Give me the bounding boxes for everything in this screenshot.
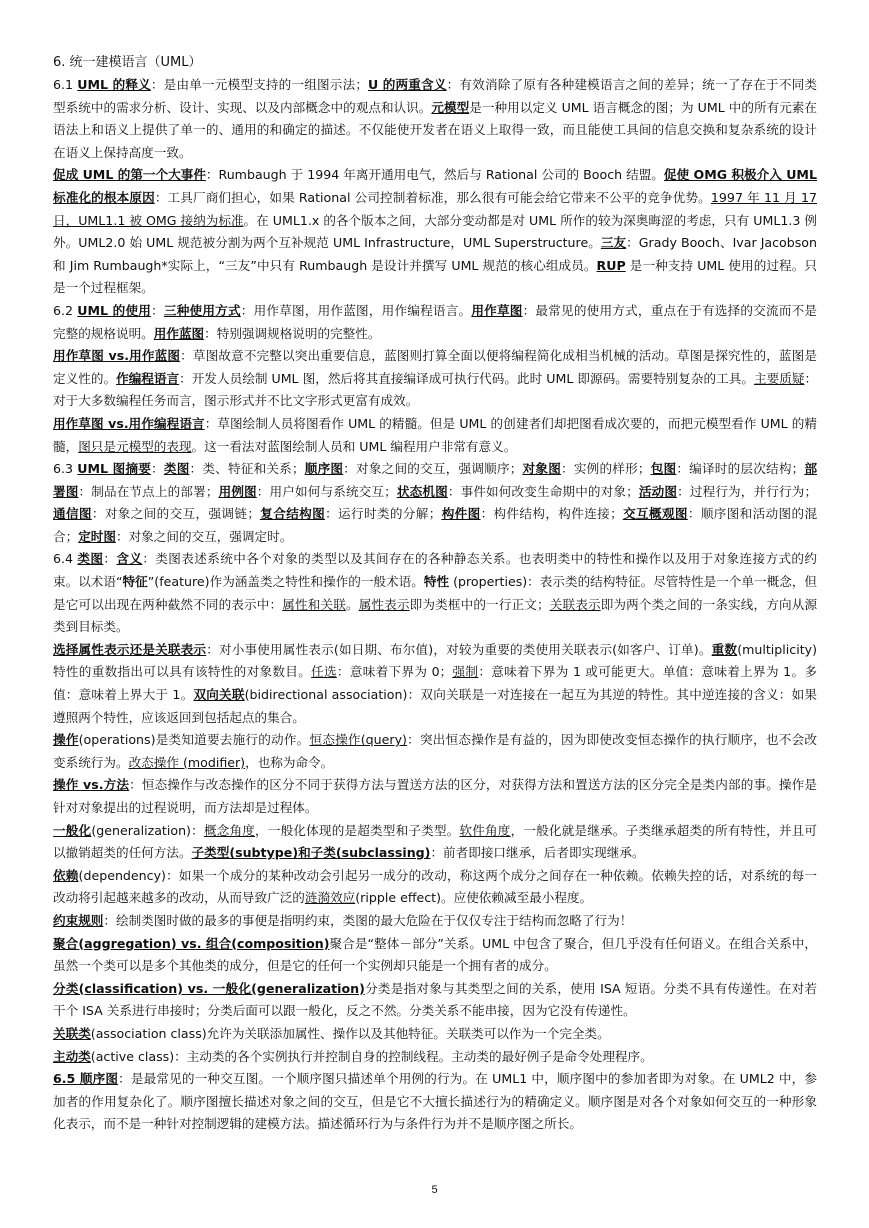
emphasized-term: 恒态操作(query) [309, 732, 407, 748]
emphasized-term: 一般化 [53, 822, 92, 838]
emphasized-term: 特征 [122, 574, 148, 590]
text-run: ：事件如何改变生命期中的对象； [447, 483, 639, 499]
text-run: ”(feature)作为涵盖类之特性和操作的一般术语。 [147, 574, 424, 590]
emphasized-term: UML 的释义 [77, 77, 151, 92]
text-run: ：对小事使用属性表示(如日期、布尔值)，对较为重要的类使用关联表示(如客户、订单)。 [206, 641, 712, 657]
emphasized-term: 约束规则 [53, 912, 104, 928]
emphasized-term: 三种使用方式 [163, 302, 241, 318]
paragraph [53, 413, 817, 458]
emphasized-term: 包图 [650, 461, 677, 477]
emphasized-term: 活动图 [638, 483, 678, 499]
text-run: ：是最常见的一种交互图。一个顺序图只描述单个用例的行为。在 UML1 中，顺序图中的参加者即为对象。在 UML2 中，参加者的作用复杂化了。顺序图擅长描述对象之间的交互，但是它不大擅长描述行为的精确定义。顺序图是对各个对象如何交互的一种形象化表示，而不是一种针对控制逻辑的建模方法。描述循环行为与条件行为并不是顺序图之所长。 [53, 1071, 817, 1132]
emphasized-term: 定时图 [78, 528, 116, 544]
emphasized-term: 主动类 [53, 1048, 91, 1064]
emphasized-term: 分类(classification) vs. 一般化(generalization) [53, 980, 365, 996]
text-run: ：工具厂商们担心，如果 Rational 公司控制着标准，那么很有可能会给它带来不公平的竞争优势。 [154, 189, 711, 205]
text-run: ：运行时类的分解； [325, 506, 442, 522]
text-run: ：特别强调规格说明的完整性。 [204, 325, 381, 341]
emphasized-term: UML 的使用 [77, 302, 152, 318]
emphasized-term: 双向关联 [193, 687, 245, 703]
emphasized-term: 操作 vs.方法 [53, 777, 130, 793]
text-run: 。这一看法对蓝图绘制人员和 UML 编程用户非常有意义。 [191, 438, 517, 454]
emphasized-term: 6.5 顺序图 [53, 1071, 119, 1087]
text-run: ：Rumbaugh 于 1994 年离开通用电气，然后与 Rational 公司的 Booch 结盟。 [205, 167, 664, 183]
emphasized-term: 任选 [311, 664, 337, 680]
paragraph [53, 774, 817, 819]
paragraph [53, 548, 817, 638]
text-run: (bidirectional association)：双向关联是一对连接在一起互为其逆的特性。其中逆连接的含义：如果遵照两个特性，应该返回到包括起点的集合。 [53, 687, 817, 725]
paragraph [53, 910, 817, 933]
paragraph [53, 639, 817, 729]
emphasized-term: 属性和关联 [282, 596, 346, 612]
paragraph [53, 865, 817, 910]
text-run: (active class)：主动类的各个实例执行并控制自身的控制线程。主动类的最好例子是命令处理程序。 [90, 1048, 653, 1064]
text-run: ：对于大多数编程任务而言，图示形式并不比文字形式更富有成效。 [53, 370, 818, 409]
paragraph [53, 1046, 817, 1069]
text-run: (operations)是类知道要去施行的动作。 [78, 732, 310, 748]
paragraph [53, 458, 817, 548]
text-run: (association class)允许为关联添加属性、操作以及其他特征。关联类可以作为一个完全类。 [90, 1025, 610, 1041]
text-run: ：草图绘制人员将图看作 UML 的精髓。但是 UML 的创建者们却把图看成次要的，而把元模型看作 UML 的精髓， [53, 415, 818, 454]
emphasized-term: 状态机图 [396, 483, 448, 499]
text-run: ：编译时的层次结构； [676, 461, 805, 477]
text-run: ： [103, 551, 117, 567]
paragraph [53, 345, 817, 413]
text-run: ：制品在节点上的部署； [78, 483, 219, 499]
emphasized-term: 软件角度 [459, 822, 511, 838]
text-run: ，一般化就是继承。子类继承超类的所有特性，并且可以撤销超类的任何方法。 [53, 822, 818, 861]
text-run: 6.2 [53, 302, 78, 318]
emphasized-term: 重数 [711, 641, 738, 657]
document-page [53, 52, 817, 1136]
text-run: 即为两个类之间的一条实线，方向从源类到目标类。 [53, 596, 818, 635]
emphasized-term: 类图 [77, 551, 104, 567]
text-run: (multiplicity)特性的重数指出可以具有该特性的对象数目。 [53, 641, 818, 680]
paragraph [53, 74, 817, 164]
emphasized-term: 关联表示 [549, 596, 601, 612]
text-run: ：对象之间的交互，强调顺序； [343, 461, 523, 477]
emphasized-term: 促成 UML 的第一个大事件 [53, 167, 206, 183]
emphasized-term: 部署图 [53, 461, 818, 499]
text-run: ：类图表述系统中各个对象的类型以及其间存在的各种静态关系。也表明类中的特性和操作以及用于对象连接方式的约束。以术语“ [53, 551, 818, 590]
text-run: ：Grady Booch、Ivar Jacobson 和 Jim Rumbaugh*实际上，“三友”中只有 Rumbaugh 是设计并撰写 UML 规范的核心组成员。 [53, 235, 817, 273]
text-run: ：对象之间的交互，强调链； [91, 506, 260, 522]
text-run: (properties)：表示类的结构特征。尽管特性是一个单一概念，但是它可以出现在两种截然不同的表示中： [53, 574, 818, 612]
emphasized-term: 元模型 [431, 99, 470, 115]
text-run: 是一种支持 UML 使用的过程。只是一个过程框架。 [53, 257, 817, 296]
paragraph [53, 300, 817, 345]
emphasized-term: RUP [596, 257, 626, 273]
text-run: 6.3 [53, 461, 78, 477]
emphasized-term: 聚合(aggregation) vs. 组合(composition) [53, 935, 330, 951]
text-run: ：对象之间的交互，强调定时。 [115, 528, 293, 544]
emphasized-term: 特性 [423, 574, 450, 590]
text-run: ：有效消除了原有各种建模语言之间的差异；统一了存在于不同类型系统中的需求分析、设计、实现、以及内部概念中的观点和认识。 [53, 77, 817, 115]
emphasized-term: 涟漪效应 [304, 890, 356, 906]
text-run: ：前者即接口继承，后者即实现继承。 [430, 845, 645, 861]
emphasized-term: 子类型(subtype)和子类(subclassing) [191, 845, 431, 861]
text-run: ：构件结构，构件连接； [480, 506, 623, 522]
emphasized-term: 主要质疑 [753, 370, 805, 386]
text-run: ：是由单一元模型支持的一组图示法； [150, 77, 368, 92]
emphasized-term: 构件图 [441, 506, 481, 522]
text-run: ：实例的样形； [561, 461, 651, 477]
text-run: 聚合是“整体－部分”关系。UML 中包含了聚合，但几乎没有任何语义。在组合关系中，虽然一个类可以是多个其他类的成分，但是它的任何一个实例却只能是一个拥有者的成分。 [53, 935, 817, 974]
emphasized-term: 复合结构图 [259, 506, 326, 522]
emphasized-term: 促使 OMG 积极介入 UML 标准化的根本原因 [53, 167, 817, 205]
text-run: ：恒态操作与改态操作的区分不同于获得方法与置送方法的区分，对获得方法和置送方法的区分完全是类内部的事。操作是针对对象提出的过程说明，而方法却是过程体。 [53, 777, 818, 815]
text-run: ：用作草图，用作蓝图，用作编程语言。 [240, 302, 472, 318]
emphasized-term: 图只是元模型的表现 [78, 438, 192, 454]
emphasized-term: 依赖 [53, 867, 79, 883]
document-body [53, 74, 817, 1136]
paragraph [53, 933, 817, 978]
text-run: ：突出恒态操作是有益的，因为即使改变恒态操作的执行顺序，也不会改变系统行为。 [53, 732, 818, 770]
paragraph [53, 164, 817, 300]
text-run: 分类是指对象与其类型之间的关系，使用 ISA 短语。分类不具有传递性。在对若干个 ISA 关系进行串接时；分类后面可以跟一般化，反之不然。分类关系不能串接，因为它没有传递性。 [53, 980, 817, 1019]
paragraph [53, 978, 817, 1023]
emphasized-term: 1997 年 11 月 17 日，UML1.1 被 OMG 接纳为标准 [53, 189, 817, 228]
text-run: 即为类框中的一行正文； [409, 596, 550, 612]
text-run: ，一般化体现的是超类型和子类型。 [255, 822, 460, 838]
text-run: ：草图故意不完整以突出重要信息，蓝图则打算全面以便将编程简化成相当机械的活动。草图是探究性的，蓝图是定义性的。 [53, 348, 818, 386]
emphasized-term: 选择属性表示还是关联表示 [53, 641, 207, 657]
emphasized-term: 改态操作 (modifier) [128, 754, 246, 770]
emphasized-term: 强制 [452, 664, 479, 680]
emphasized-term: 用例图 [218, 483, 257, 499]
emphasized-term: 三友 [600, 235, 627, 251]
emphasized-term: 顺序图 [304, 461, 344, 477]
emphasized-term: 交互概观图 [622, 506, 688, 522]
section-title: 6. 统一建模语言（UML） [53, 55, 202, 70]
text-run: ：最常见的使用方式，重点在于有选择的交流而不是完整的规格说明。 [53, 302, 818, 341]
emphasized-term: 作编程语言 [116, 370, 180, 386]
text-run: ：绘制类图时做的最多的事便是指明约束，类图的最大危险在于仅仅专注于结构而忽略了行为！ [103, 912, 633, 928]
text-run: ，也称为命令。 [245, 754, 334, 770]
emphasized-term: 属性表示 [358, 596, 410, 612]
paragraph [53, 820, 817, 865]
text-run: 6.1 [53, 77, 78, 92]
text-run: ：顺序图和活动图的混合； [53, 506, 818, 544]
page-number: 5 [431, 1184, 438, 1196]
text-run: (generalization)： [91, 822, 204, 838]
text-run: (ripple effect)。应使依赖减至最小程度。 [355, 890, 593, 906]
emphasized-term: 通信图 [53, 506, 92, 522]
text-run: ：意味着下界为 0； [336, 664, 453, 680]
text-run: ：用户如何与系统交互； [256, 483, 397, 499]
text-run: ： [151, 461, 164, 477]
text-run: ： [151, 302, 164, 318]
text-run: 。在 UML1.x 的各个版本之间，大部分变动都是对 UML 所作的较为深奥晦涩的考虑，只有 UML1.3 例外。UML2.0 始 UML 规范被分割为两个互补规范 UML Infrastructure，UML Superstructure。 [53, 212, 817, 251]
emphasized-term: U 的两重含义 [367, 77, 447, 92]
text-run: 。 [345, 596, 359, 612]
text-run: ：类、特征和关系； [189, 461, 305, 477]
emphasized-term: 用作草图 vs.用作蓝图 [53, 348, 181, 364]
paragraph [53, 729, 817, 774]
emphasized-term: UML 图摘要 [77, 461, 152, 477]
emphasized-term: 概念角度 [203, 822, 256, 838]
emphasized-term: 用作草图 [471, 302, 523, 318]
text-run: (dependency)：如果一个成分的某种改动会引起另一成分的改动，称这两个成分之间存在一种依赖。依赖失控的话，对系统的每一改动将引起越来越多的改动，从而导致广泛的 [53, 867, 818, 906]
text-run: ：开发人员绘制 UML 图，然后将其直接编译成可执行代码。此时 UML 即源码。需要特别复杂的工具。 [179, 370, 754, 386]
emphasized-term: 用作蓝图 [153, 325, 205, 341]
emphasized-term: 用作草图 vs.用作编程语言 [53, 415, 205, 431]
paragraph [53, 1068, 817, 1136]
text-run: ：过程行为，并行行为； [677, 483, 818, 499]
emphasized-term: 操作 [53, 732, 79, 748]
text-run: 是一种用以定义 UML 语言概念的图；为 UML 中的所有元素在语法上和语义上提供了单一的、通用的和确定的描述。不仅能使开发者在语义上取得一致，而且能使工具间的信息交换和复杂系统的设计在语义上保持高度一致。 [53, 99, 818, 160]
paragraph [53, 1023, 817, 1046]
emphasized-term: 含义 [116, 551, 143, 567]
emphasized-term: 关联类 [53, 1025, 91, 1041]
text-run: 6.4 [53, 551, 78, 567]
text-run: ：意味着下界为 1 或可能更大。单值：意味着上界为 1。多值：意味着上界大于 1。 [53, 664, 817, 703]
emphasized-term: 类图 [163, 461, 190, 477]
emphasized-term: 对象图 [522, 461, 562, 477]
